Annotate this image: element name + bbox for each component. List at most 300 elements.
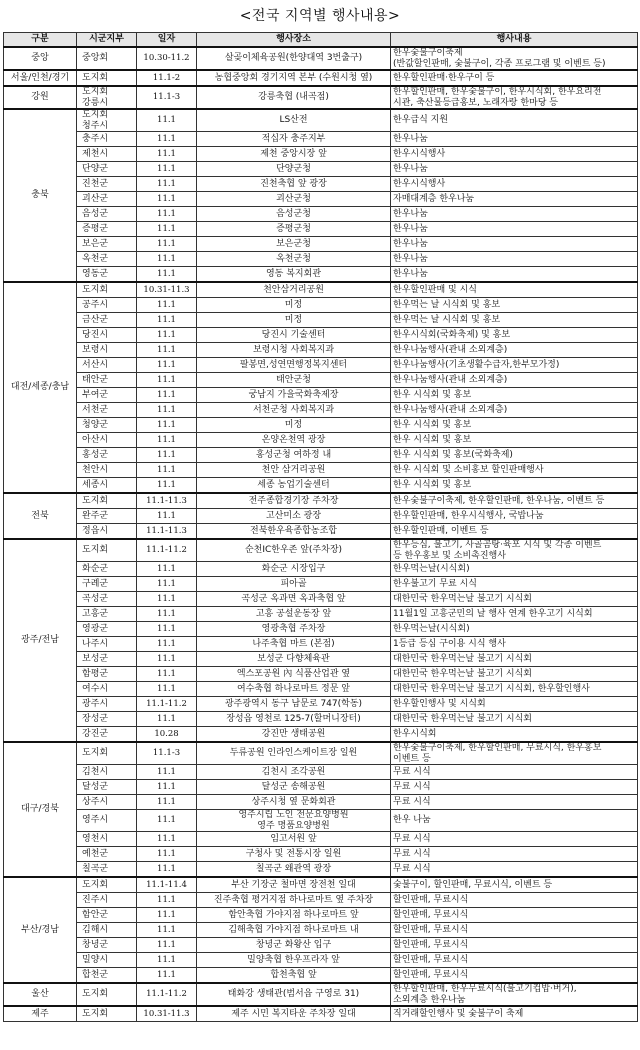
venue-cell: 합천축협 앞	[197, 968, 391, 984]
city-cell: 보은군	[77, 237, 137, 252]
venue-cell: 부산 기장군 철마면 장전천 일대	[197, 877, 391, 893]
city-cell: 화순군	[77, 562, 137, 577]
city-cell: 홍성군	[77, 448, 137, 463]
table-row	[4, 577, 638, 592]
event-cell-line: 한우나눔행사(관내 소외계층)	[393, 374, 508, 385]
event-cell	[391, 938, 638, 953]
table-row	[4, 267, 638, 283]
date-cell: 11.1	[137, 448, 197, 463]
event-cell	[391, 742, 638, 765]
event-cell	[391, 637, 638, 652]
event-cell	[391, 177, 638, 192]
city-cell: 금산군	[77, 313, 137, 328]
event-cell	[391, 47, 638, 70]
table-row	[4, 832, 638, 847]
city-cell: 서천군	[77, 403, 137, 418]
date-cell: 11.1	[137, 373, 197, 388]
city-cell: 영주시	[77, 810, 137, 832]
date-cell: 11.1	[137, 328, 197, 343]
city-cell: 청양군	[77, 418, 137, 433]
venue-cell: 천안삼거리공원	[197, 282, 391, 298]
event-cell-line: 한우할인판매, 한우숯불구이, 한우시식회, 한우요리전	[393, 87, 602, 97]
event-cell	[391, 682, 638, 697]
venue-cell: 천안 삼거리공원	[197, 463, 391, 478]
venue-cell: 두류공원 인라인스케이트장 일원	[197, 742, 391, 765]
city-cell: 도지회	[77, 877, 137, 893]
event-cell	[391, 478, 638, 494]
city-cell: 밀양시	[77, 953, 137, 968]
region-cell: 광주/전남	[4, 539, 77, 742]
table-row	[4, 622, 638, 637]
date-cell: 11.1	[137, 795, 197, 810]
event-cell	[391, 953, 638, 968]
city-cell: 여수시	[77, 682, 137, 697]
city-cell: 중앙회	[77, 47, 137, 70]
city-cell: 괴산군	[77, 192, 137, 207]
date-cell: 10.30-11.2	[137, 47, 197, 70]
venue-cell: 장성읍 영천로 125-7(할머니장터)	[197, 712, 391, 727]
venue-cell: 고흥 공설운동장 앞	[197, 607, 391, 622]
city-cell: 공주시	[77, 298, 137, 313]
date-cell: 11.1	[137, 765, 197, 780]
table-row	[4, 192, 638, 207]
venue-cell: 전북한우육종합농조합	[197, 524, 391, 540]
venue-cell: LS산전	[197, 109, 391, 132]
table-row	[4, 433, 638, 448]
region-cell: 전북	[4, 493, 77, 539]
date-cell: 11.1	[137, 637, 197, 652]
city-cell: 당진시	[77, 328, 137, 343]
city-cell: 광주시	[77, 697, 137, 712]
table-row	[4, 418, 638, 433]
table-row	[4, 712, 638, 727]
event-cell-line: 대한민국 한우먹는날 불고기 시식회	[393, 713, 532, 724]
region-cell: 울산	[4, 983, 77, 1006]
city-cell: 진천군	[77, 177, 137, 192]
event-cell-line: 할인판매, 무료시식	[393, 924, 469, 935]
city-cell: 예천군	[77, 847, 137, 862]
event-cell-line: 한우할인판매, 이벤트 등	[393, 525, 489, 536]
table-row	[4, 607, 638, 622]
event-cell	[391, 622, 638, 637]
event-cell	[391, 403, 638, 418]
event-cell	[391, 923, 638, 938]
event-cell-line: 한우먹는 날 시식회 및 홍보	[393, 299, 501, 310]
event-cell-line: 한우 나눔	[393, 815, 431, 826]
venue-cell: 달성군 송해공원	[197, 780, 391, 795]
date-cell: 11.1	[137, 810, 197, 832]
event-cell-line: 대한민국 한우먹는날 불고기 시식회	[393, 668, 532, 679]
table-body	[4, 47, 638, 1022]
date-cell: 11.1	[137, 667, 197, 682]
city-cell: 서산시	[77, 358, 137, 373]
event-cell	[391, 877, 638, 893]
date-cell: 11.1	[137, 780, 197, 795]
date-cell: 11.1-11.4	[137, 877, 197, 893]
date-cell: 11.1	[137, 968, 197, 984]
table-row	[4, 509, 638, 524]
venue-cell: 광주광역시 동구 남문로 747(학동)	[197, 697, 391, 712]
event-cell	[391, 132, 638, 147]
venue-cell-line: 영주 명품요양병원	[257, 820, 330, 831]
region-cell: 중앙	[4, 47, 77, 70]
venue-cell: 화순군 시장입구	[197, 562, 391, 577]
table-row	[4, 313, 638, 328]
date-cell: 10.31-11.3	[137, 282, 197, 298]
event-cell	[391, 524, 638, 540]
header-date: 일자	[137, 33, 197, 48]
table-row	[4, 727, 638, 743]
date-cell: 11.1	[137, 222, 197, 237]
table-row	[4, 252, 638, 267]
venue-cell: 당진시 기술센터	[197, 328, 391, 343]
date-cell: 11.1	[137, 478, 197, 494]
event-cell	[391, 162, 638, 177]
event-cell	[391, 237, 638, 252]
table-row	[4, 132, 638, 147]
table-row	[4, 222, 638, 237]
venue-cell: 태화강 생태관(범서읍 구영로 31)	[197, 983, 391, 1006]
event-cell-line: 무료 시식	[393, 848, 431, 859]
date-cell: 11.1	[137, 862, 197, 878]
city-cell: 구례군	[77, 577, 137, 592]
event-cell-line: 할인판매, 무료시식	[393, 969, 469, 980]
table-row	[4, 358, 638, 373]
event-cell-line: 한우 시식회 및 홍보	[393, 419, 472, 430]
event-cell-line: 한우할인판매, 한우무료시식(불고기컵밥·버거),	[393, 984, 577, 994]
venue-cell: 순천IC한우존 앞(주차장)	[197, 539, 391, 562]
event-cell	[391, 418, 638, 433]
event-cell-line: 한우 시식회 및 홍보(국화축제)	[393, 449, 513, 460]
event-cell	[391, 207, 638, 222]
table-row	[4, 562, 638, 577]
venue-cell: 엑스포공원 內 식품산업관 옆	[197, 667, 391, 682]
event-cell-line: 한우나눔	[393, 238, 428, 249]
event-cell	[391, 448, 638, 463]
event-cell-line: 무료 시식	[393, 796, 431, 807]
event-cell	[391, 539, 638, 562]
event-cell-line: 한우할인판매·한우구이 등	[393, 72, 495, 83]
event-cell	[391, 832, 638, 847]
event-cell	[391, 147, 638, 162]
table-row	[4, 539, 638, 562]
city-cell: 충주시	[77, 132, 137, 147]
date-cell: 11.1-2	[137, 70, 197, 86]
header-region: 구분	[4, 33, 77, 48]
event-cell	[391, 298, 638, 313]
event-cell-line: 한우먹는 날 시식회 및 홍보	[393, 314, 501, 325]
venue-cell: 옥천군청	[197, 252, 391, 267]
city-cell: 태안군	[77, 373, 137, 388]
venue-cell: 여수축협 하나로마트 정문 앞	[197, 682, 391, 697]
table-row	[4, 983, 638, 1006]
date-cell: 11.1	[137, 607, 197, 622]
event-cell	[391, 727, 638, 743]
event-cell	[391, 509, 638, 524]
venue-cell: 칠곡군 왜관역 광장	[197, 862, 391, 878]
venue-cell: 고산미소 광장	[197, 509, 391, 524]
event-cell-line: 한우할인행사 및 시식회	[393, 698, 486, 709]
venue-cell: 김천시 조각공원	[197, 765, 391, 780]
table-row	[4, 109, 638, 132]
city-cell: 제천시	[77, 147, 137, 162]
region-cell: 대전/세종/충남	[4, 282, 77, 493]
city-cell: 도지회	[77, 1006, 137, 1022]
event-cell-line: 대한민국 한우먹는날 불고기 시식회, 한우할인행사	[393, 683, 590, 694]
table-row	[4, 592, 638, 607]
city-cell: 음성군	[77, 207, 137, 222]
table-header-row	[4, 33, 638, 48]
event-cell-line: 할인판매, 무료시식	[393, 894, 469, 905]
region-cell: 부산/경남	[4, 877, 77, 983]
date-cell: 11.1	[137, 847, 197, 862]
city-cell: 곡성군	[77, 592, 137, 607]
date-cell: 11.1	[137, 388, 197, 403]
event-cell-line: 대한민국 한우먹는날 불고기 시식회	[393, 653, 532, 664]
table-row	[4, 795, 638, 810]
venue-cell: 서천군청 사회복지과	[197, 403, 391, 418]
date-cell: 10.28	[137, 727, 197, 743]
table-row	[4, 328, 638, 343]
event-cell-line: 무료 시식	[393, 863, 431, 874]
event-cell	[391, 968, 638, 984]
date-cell: 11.1-3	[137, 742, 197, 765]
date-cell: 11.1	[137, 358, 197, 373]
city-cell: 함평군	[77, 667, 137, 682]
table-row	[4, 968, 638, 984]
venue-cell: 강진만 생태공원	[197, 727, 391, 743]
table-row	[4, 847, 638, 862]
date-cell: 11.1-11.2	[137, 539, 197, 562]
city-cell: 상주시	[77, 795, 137, 810]
city-cell: 진주시	[77, 893, 137, 908]
table-row	[4, 403, 638, 418]
event-cell-line: 무료 시식	[393, 833, 431, 844]
venue-cell: 피아골	[197, 577, 391, 592]
region-cell: 서울/인천/경기	[4, 70, 77, 86]
venue-cell: 괴산군청	[197, 192, 391, 207]
event-cell-line: 무료 시식	[393, 781, 431, 792]
venue-cell: 창녕군 화왕산 입구	[197, 938, 391, 953]
date-cell: 11.1	[137, 682, 197, 697]
city-cell: 김해시	[77, 923, 137, 938]
table-row	[4, 780, 638, 795]
table-row	[4, 298, 638, 313]
venue-cell: 살곶이체육공원(한양대역 3번출구)	[197, 47, 391, 70]
city-cell: 합천군	[77, 968, 137, 984]
table-row	[4, 162, 638, 177]
date-cell: 11.1	[137, 923, 197, 938]
city-cell	[77, 109, 137, 132]
event-cell	[391, 86, 638, 109]
venue-cell: 제주 시민 복지타운 주차장 일대	[197, 1006, 391, 1022]
event-cell-line: 한우숯불구이축제	[393, 48, 463, 58]
event-cell	[391, 607, 638, 622]
date-cell: 11.1	[137, 712, 197, 727]
event-cell	[391, 282, 638, 298]
region-cell: 강원	[4, 86, 77, 109]
date-cell: 11.1	[137, 652, 197, 667]
event-cell	[391, 780, 638, 795]
event-cell-line: 한우시식행사	[393, 148, 446, 159]
city-cell: 단양군	[77, 162, 137, 177]
city-cell: 영동군	[77, 267, 137, 283]
date-cell: 11.1	[137, 313, 197, 328]
table-row	[4, 637, 638, 652]
venue-cell: 강릉축협 (내곡점)	[197, 86, 391, 109]
event-cell-line: 한우나눔	[393, 223, 428, 234]
date-cell: 11.1	[137, 562, 197, 577]
date-cell: 10.31-11.3	[137, 1006, 197, 1022]
city-cell: 도지회	[77, 983, 137, 1006]
city-cell: 고흥군	[77, 607, 137, 622]
venue-cell	[197, 810, 391, 832]
venue-cell: 구청사 및 전통시장 일원	[197, 847, 391, 862]
venue-cell: 함안축협 가야지점 하나로마트 앞	[197, 908, 391, 923]
venue-cell-line: 영주시립 노인 전문요양병원	[238, 810, 349, 820]
venue-cell: 미정	[197, 298, 391, 313]
event-cell	[391, 70, 638, 86]
event-cell-line: 한우나눔행사(관내 소외계층)	[393, 404, 508, 415]
city-cell: 도지회	[77, 282, 137, 298]
venue-cell: 보령시청 사회복지과	[197, 343, 391, 358]
city-cell: 천안시	[77, 463, 137, 478]
event-cell	[391, 192, 638, 207]
event-cell	[391, 667, 638, 682]
city-cell: 완주군	[77, 509, 137, 524]
date-cell: 11.1	[137, 463, 197, 478]
venue-cell: 증평군청	[197, 222, 391, 237]
table-row	[4, 810, 638, 832]
event-cell	[391, 1006, 638, 1022]
date-cell: 11.1-11.3	[137, 493, 197, 509]
table-row	[4, 282, 638, 298]
table-row	[4, 463, 638, 478]
event-cell-line: 소외계층 한우나눔	[393, 994, 466, 1005]
date-cell: 11.1-11.3	[137, 524, 197, 540]
venue-cell: 제천 중앙시장 앞	[197, 147, 391, 162]
event-cell-line: 한우나눔행사(관내 소외계층)	[393, 344, 508, 355]
venue-cell: 궁남지 가을국화축제장	[197, 388, 391, 403]
venue-cell: 홍성군청 여하정 내	[197, 448, 391, 463]
table-row	[4, 524, 638, 540]
event-cell-line: 한우숯불구이축제, 한우할인판매, 한우나눔, 이벤트 등	[393, 495, 605, 506]
region-cell: 충북	[4, 109, 77, 282]
city-cell: 달성군	[77, 780, 137, 795]
city-cell	[77, 86, 137, 109]
event-cell-line: 한우나눔	[393, 268, 428, 279]
city-cell: 영광군	[77, 622, 137, 637]
table-row	[4, 70, 638, 86]
table-row	[4, 765, 638, 780]
event-cell-line: (반값할인판매, 숯불구이, 각종 프로그램 및 이벤트 등)	[393, 58, 606, 69]
date-cell: 11.1	[137, 577, 197, 592]
date-cell: 11.1	[137, 192, 197, 207]
event-cell	[391, 222, 638, 237]
event-cell	[391, 592, 638, 607]
venue-cell: 적십자 충주지부	[197, 132, 391, 147]
date-cell: 11.1-11.2	[137, 697, 197, 712]
event-cell-line: 한우 시식회 및 홍보	[393, 479, 472, 490]
date-cell: 11.1	[137, 832, 197, 847]
date-cell: 11.1	[137, 252, 197, 267]
city-cell: 보령시	[77, 343, 137, 358]
event-cell-line: 대한민국 한우먹는날 불고기 시식회	[393, 593, 532, 604]
date-cell: 11.1	[137, 433, 197, 448]
region-cell: 제주	[4, 1006, 77, 1022]
date-cell: 11.1	[137, 953, 197, 968]
event-cell	[391, 847, 638, 862]
event-cell-line: 자매대계층 한우나눔	[393, 193, 475, 204]
date-cell: 11.1	[137, 893, 197, 908]
date-cell: 11.1	[137, 509, 197, 524]
venue-cell: 전주종합경기장 주차장	[197, 493, 391, 509]
event-cell	[391, 433, 638, 448]
table-row	[4, 938, 638, 953]
venue-cell: 보성군 다향체육관	[197, 652, 391, 667]
table-row	[4, 147, 638, 162]
event-cell-line: 한우시식회(국화축제) 및 홍보	[393, 329, 511, 340]
date-cell: 11.1	[137, 938, 197, 953]
date-cell: 11.1	[137, 403, 197, 418]
event-cell	[391, 697, 638, 712]
table-row	[4, 448, 638, 463]
event-cell-line: 직거래할인행사 및 숯불구이 축제	[393, 1008, 524, 1019]
city-cell: 부여군	[77, 388, 137, 403]
venue-cell: 태안군청	[197, 373, 391, 388]
event-cell	[391, 373, 638, 388]
date-cell: 11.1	[137, 418, 197, 433]
city-cell: 아산시	[77, 433, 137, 448]
event-cell	[391, 388, 638, 403]
table-row	[4, 478, 638, 494]
city-cell: 도지회	[77, 493, 137, 509]
event-cell-line: 11월1일 고흥군민의 날 행사 연계 한우고기 시식회	[393, 608, 593, 619]
event-cell-line: 한우나눔	[393, 133, 428, 144]
city-cell: 강진군	[77, 727, 137, 743]
date-cell: 11.1	[137, 298, 197, 313]
table-row	[4, 373, 638, 388]
venue-cell: 미정	[197, 313, 391, 328]
event-cell	[391, 562, 638, 577]
city-cell-line: 청주시	[82, 120, 109, 131]
table-row	[4, 667, 638, 682]
event-cell-line: 한우급식 지원	[393, 115, 449, 126]
event-cell	[391, 908, 638, 923]
event-cell	[391, 810, 638, 832]
venue-cell: 단양군청	[197, 162, 391, 177]
venue-cell: 나주축협 마트 (본점)	[197, 637, 391, 652]
table-row	[4, 682, 638, 697]
table-row	[4, 893, 638, 908]
event-cell-line: 한우 시식회 및 홍보	[393, 434, 472, 445]
event-cell	[391, 463, 638, 478]
date-cell: 11.1	[137, 177, 197, 192]
header-venue: 행사장소	[197, 33, 391, 48]
table-row	[4, 923, 638, 938]
date-cell: 11.1	[137, 162, 197, 177]
event-cell	[391, 267, 638, 283]
table-row	[4, 908, 638, 923]
event-cell-line: 한우 시식회 및 홍보	[393, 389, 472, 400]
venue-cell: 음성군청	[197, 207, 391, 222]
event-cell	[391, 343, 638, 358]
date-cell: 11.1	[137, 592, 197, 607]
page-title: <전국 지역별 행사내용>	[239, 8, 401, 24]
event-cell	[391, 652, 638, 667]
table-row	[4, 388, 638, 403]
venue-cell: 영광축협 주차장	[197, 622, 391, 637]
